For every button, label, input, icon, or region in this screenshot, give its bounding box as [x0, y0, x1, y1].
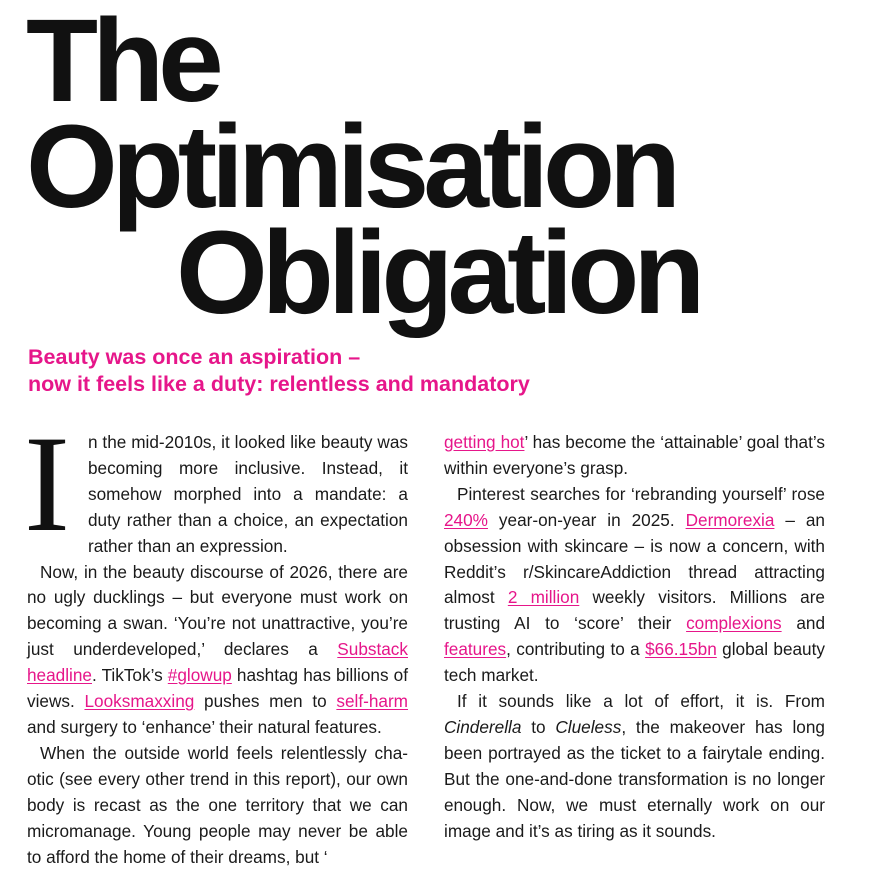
text: Now, in the beauty discourse of 2026, there are no ugly ducklings – but everyone must work on becoming a swan. ‘You’re not unattractive, you’re just underdeveloped,’ declares a	[27, 561, 408, 660]
title-line-2: Optimisation	[26, 101, 676, 233]
subtitle-line-1: Beauty was once an aspiration –	[28, 345, 361, 369]
text: If it sounds like a lot of effort, it is. From	[457, 691, 825, 712]
paragraph-4	[444, 482, 825, 689]
text: and	[781, 613, 826, 634]
link-glowup[interactable]: #glowup	[167, 665, 232, 686]
link-complexions[interactable]: complexions	[686, 613, 782, 634]
text: global beauty tech market.	[444, 639, 825, 686]
paragraph-3	[27, 741, 408, 871]
title-clueless: Clueless	[555, 716, 622, 737]
body-column-right	[444, 430, 825, 845]
title-line-1: The	[26, 0, 218, 127]
link-self-harm[interactable]: self-harm	[336, 691, 409, 712]
text: ’ has become the ‘attainable’ goal that’s within everyone’s grasp.	[444, 432, 825, 478]
text: – an obsession with skincare – is now a concern, with Reddit’s r/SkincareAddiction thread attracting almost	[444, 509, 825, 608]
paragraph-3-continued	[444, 430, 825, 482]
text: pushes men to	[194, 691, 337, 712]
text: to	[521, 716, 556, 737]
text: year-on-year in 2025.	[487, 509, 686, 530]
title-line-3: Obligation	[176, 207, 700, 339]
body-column-left	[24, 407, 409, 870]
title-cinderella: Cinderella	[444, 716, 522, 737]
link-substack-headline[interactable]: Substack headline	[27, 639, 408, 686]
text: , the makeover has long been portrayed as the ticket to a fairytale ending. But the one-and-done transformation is no longer enough. Now, we must eternally work on our image and it’s as tiring as it sounds.	[444, 716, 825, 841]
link-looksmaxxing[interactable]: Looksmaxxing	[84, 691, 195, 712]
article-title	[26, 0, 700, 339]
paragraph-5	[444, 689, 825, 844]
text: When the outside world feels relentlessly chaotic (see every other trend in this report), our own body is recast as the one territory that we can micromanage. Young people may never be able to afford the home of their dreams, but ‘	[27, 742, 408, 867]
article-subtitle	[28, 344, 530, 398]
link-features[interactable]: features	[444, 639, 507, 660]
text: hashtag has billions of views.	[27, 665, 408, 712]
link-getting-hot[interactable]: getting hot	[444, 432, 525, 452]
text: , contributing to a	[506, 639, 646, 660]
paragraph-2	[27, 560, 408, 741]
link-dermorexia[interactable]: Dermorexia	[685, 509, 775, 530]
paragraph-1	[24, 407, 408, 560]
paragraph-1-text: n the mid-2010s, it looked like beauty was becoming more inclusive. Instead, it somehow morphed into a mandate: a duty rather than a choice, an expectation rather than an expression.	[87, 432, 408, 556]
link-2-million[interactable]: 2 million	[507, 587, 580, 608]
link-240-percent[interactable]: 240%	[444, 509, 488, 530]
subtitle-line-2: now it feels like a duty: relentless and mandatory	[28, 372, 530, 396]
text: . TikTok’s	[92, 665, 168, 686]
link-66-15bn[interactable]: $66.15bn	[645, 639, 717, 660]
text: and surgery to ‘enhance’ their natural features.	[27, 716, 382, 737]
drop-cap: I	[24, 407, 70, 560]
text: weekly visitors. Millions are trusting AI to ‘score’ their	[444, 587, 825, 634]
text: Pinterest searches for ‘rebranding yourself’ rose	[457, 483, 825, 504]
